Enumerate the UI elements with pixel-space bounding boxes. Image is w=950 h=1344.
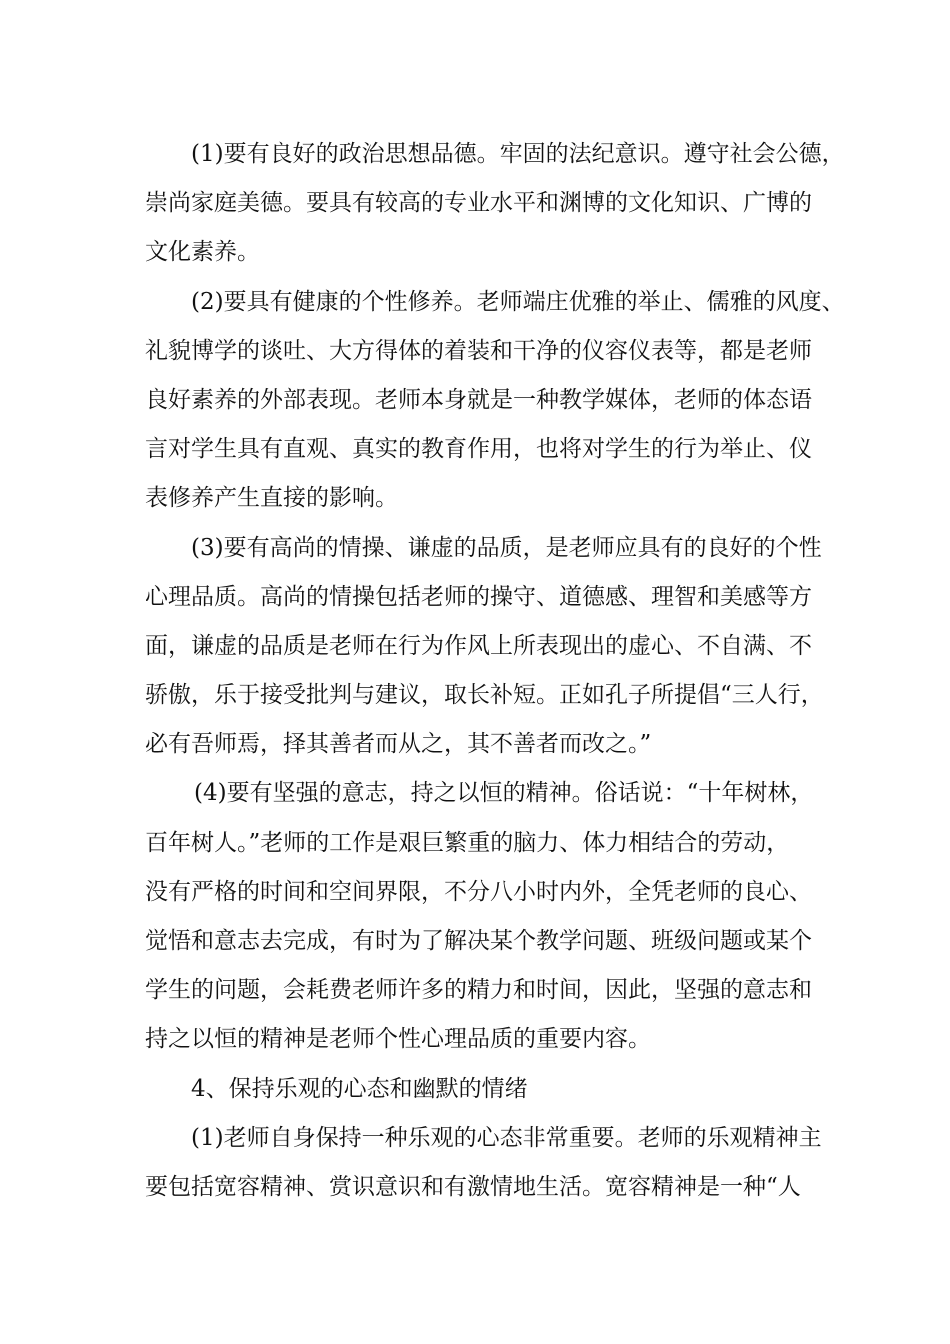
text-line: 要包括宽容精神、赏识意识和有激情地生活。宽容精神是一种“人 <box>145 1173 801 1200</box>
text-line: 4、保持乐观的心态和幽默的情绪 <box>191 1075 528 1102</box>
paragraph-3 <box>145 524 835 770</box>
text-line: 崇尚家庭美德。要具有较高的专业水平和渊博的文化知识、广博的 <box>145 190 812 217</box>
text-line: (4)要有坚强的意志，持之以恒的精神。俗话说：“十年树林， <box>194 780 814 807</box>
text-line: (3)要有高尚的情操、谦虚的品质，是老师应具有的良好的个性 <box>191 534 822 561</box>
paragraph-2 <box>145 278 845 524</box>
text-line: (1)老师自身保持一种乐观的心态非常重要。老师的乐观精神主 <box>191 1124 822 1151</box>
text-line: (1)要有良好的政治思想品德。牢固的法纪意识。遵守社会公德， <box>191 141 845 167</box>
text-line: 必有吾师焉，择其善者而从之，其不善者而改之。” <box>145 731 652 758</box>
text-line: 礼貌博学的谈吐、大方得体的着装和干净的仪容仪表等，都是老师 <box>145 337 812 364</box>
text-line: 骄傲，乐于接受批判与建议，取长补短。正如孔子所提倡“三人行， <box>145 682 824 709</box>
paragraph-4 <box>145 769 835 1064</box>
paragraph-1 <box>145 130 845 278</box>
text-line: 学生的问题，会耗费老师许多的精力和时间，因此，坚强的意志和 <box>145 977 812 1004</box>
document-body <box>145 130 845 1212</box>
text-line: 觉悟和意志去完成，有时为了解决某个教学问题、班级问题或某个 <box>145 928 812 954</box>
text-line: 言对学生具有直观、真实的教育作用，也将对学生的行为举止、仪 <box>145 436 812 463</box>
text-line: 面，谦虚的品质是老师在行为作风上所表现出的虚心、不自满、不 <box>145 632 812 659</box>
text-line: 文化素养。 <box>145 239 260 266</box>
text-line: 表修养产生直接的影响。 <box>145 485 398 512</box>
text-line: 心理品质。高尚的情操包括老师的操守、道德感、理智和美感等方 <box>145 583 812 610</box>
section-heading <box>145 1065 835 1114</box>
text-line: 良好素养的外部表现。老师本身就是一种教学媒体，老师的体态语 <box>145 386 812 413</box>
paragraph-5 <box>145 1114 835 1212</box>
text-line: 没有严格的时间和空间界限，不分八小时内外，全凭老师的良心、 <box>145 878 812 905</box>
text-line: 百年树人。”老师的工作是艰巨繁重的脑力、体力相结合的劳动， <box>145 829 790 856</box>
text-line: 持之以恒的精神是老师个性心理品质的重要内容。 <box>145 1026 651 1053</box>
text-line: (2)要具有健康的个性修养。老师端庄优雅的举止、儒雅的风度、 <box>191 288 845 315</box>
